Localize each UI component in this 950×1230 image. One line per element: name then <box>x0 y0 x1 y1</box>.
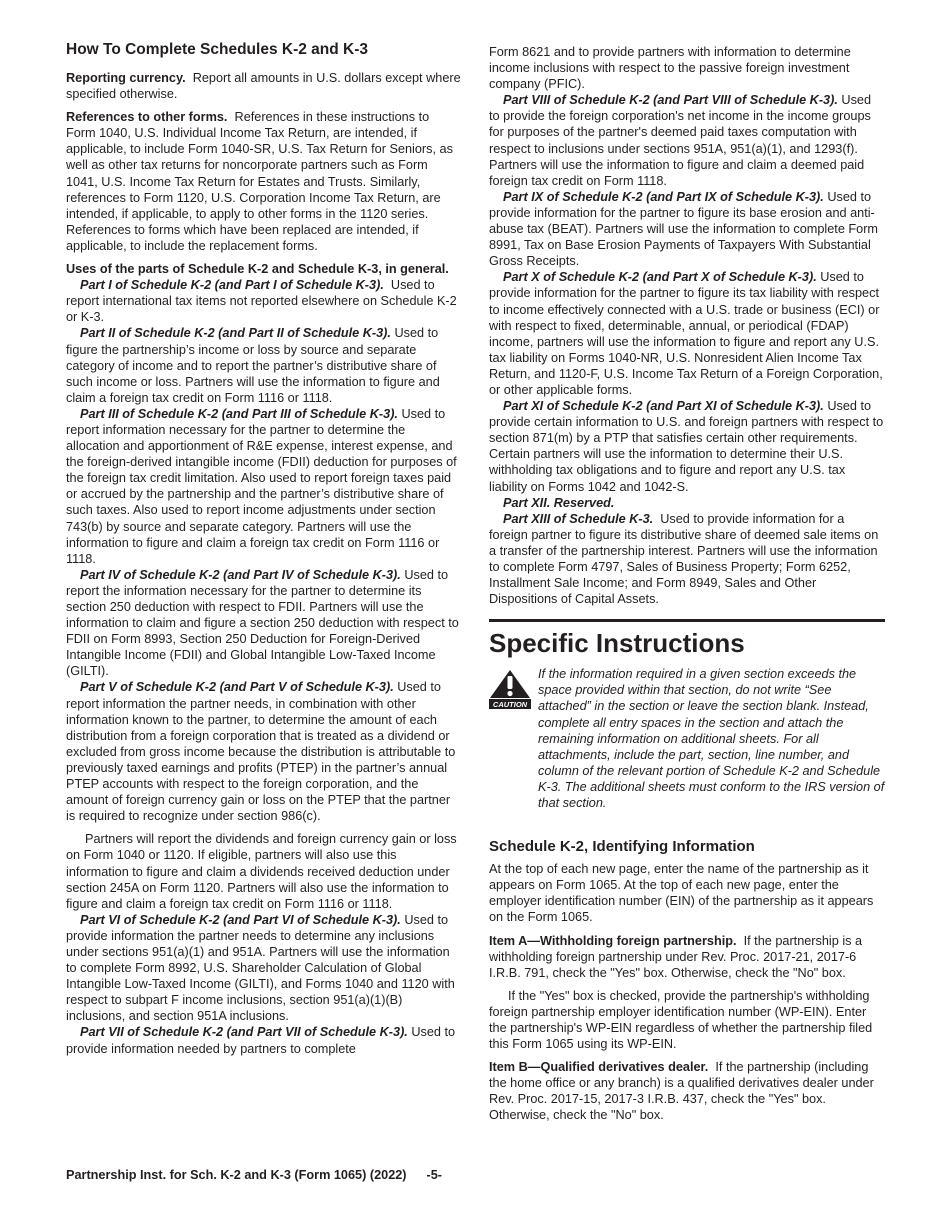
body-text: Used to report information the partner needs, in combination with other information known to the partner, to determine the amount of each distribution from a foreign corporation that is treated as a dividend or excluded from gross income because the distribution is attributable to previously taxed earnings and profits (PTEP) in the partner’s annual PTEP accounts with respect to the foreign corporation, and the amount of foreign currency gain or loss on the PTEP that the partner is required to recognize under section 986(c). <box>66 680 456 824</box>
section-divider <box>489 619 885 622</box>
lead-in: Part IV of Schedule K-2 (and Part IV of Schedule K-3). <box>80 567 401 582</box>
schedule-k2-paragraph: At the top of each new page, enter the name of the partnership as it appears on Form 1065. At the top of each new page, enter the employer identification number (EIN) of the partnership as it appears on the Form 1065. <box>489 862 874 925</box>
part-12-paragraph <box>489 495 885 511</box>
body-text: Used to report information necessary for the partner to determine the allocation and apportionment of R&E expense, interest expense, and the foreign-derived intangible income (FDII) deduction for purposes of the foreign tax credit limitation. Also used to report foreign taxes paid or accrued by the partnership and the partner’s distributive share of such taxes. Also used to report income adjustments under section 743(b) by source and separate category. Partners will use the information to figure and claim a foreign tax credit on Form 1116 or 1118. <box>66 406 457 566</box>
part-5-paragraph <box>66 679 462 824</box>
body-text: Used to provide information for the partner to figure its tax liability with respect to income effectively connected with a U.S. trade or business (ECI) or with respect to fixed, determinable, annual, or periodical (FDAP) income, partners will use the information to figure and report any U.S. tax liability on Forms 1040-NR, U.S. Nonresident Alien Income Tax Return, and 1120-F, U.S. Income Tax Return of a Foreign Corporation, or other applicable forms. <box>489 270 883 397</box>
body-text: Used to provide the foreign corporation's net income in the income groups for purposes of the partner's deemed paid taxes computation with respect to inclusions under sections 951A, 951(a)(1), and 1293(f). Partners will use the information to figure and claim a deemed paid foreign tax credit on Form 1118. <box>489 93 872 188</box>
body-text: Report all amounts in U.S. dollars except where specified otherwise. <box>66 71 461 102</box>
body-text: Used to report international tax items not reported elsewhere on Schedule K-2 or K-3. <box>66 278 457 325</box>
part-9-paragraph <box>489 189 885 269</box>
lead-in: Part I of Schedule K-2 (and Part I of Schedule K-3). <box>80 278 384 293</box>
part-3-paragraph <box>66 406 462 567</box>
lead-in: References to other forms. <box>66 110 228 125</box>
lead-in: Part IX of Schedule K-2 (and Part IX of Schedule K-3). <box>503 189 824 204</box>
part-4-paragraph <box>66 567 462 680</box>
lead-in: Part III of Schedule K-2 (and Part III of Schedule K-3). <box>80 406 398 421</box>
body-text: If the partnership is a withholding foreign partnership under Rev. Proc. 2017-21, 2017-6 I.R.B. 791, check the "Yes" box. Otherwise, check the "No" box. <box>489 933 863 980</box>
part-1-paragraph <box>66 277 462 325</box>
item-a-paragraph <box>489 933 885 981</box>
lead-in: Item A—Withholding foreign partnership. <box>489 933 737 948</box>
lead-in: Part II of Schedule K-2 (and Part II of Schedule K-3). <box>80 326 391 341</box>
part-11-paragraph <box>489 398 885 495</box>
part-8-paragraph <box>489 92 885 189</box>
lead-in: Part X of Schedule K-2 (and Part X of Schedule K-3). <box>503 270 817 285</box>
specific-instructions-heading: Specific Instructions <box>489 628 745 659</box>
body-text: Used to provide information needed by partners to complete <box>66 1025 456 1056</box>
part-7-paragraph <box>66 1024 462 1056</box>
left-column <box>66 40 462 1057</box>
lead-in: Part V of Schedule K-2 (and Part V of Schedule K-3). <box>80 680 394 695</box>
caution-note <box>489 666 885 811</box>
body-text: Used to provide information the partner needs to determine any inclusions under sections 951(a)(1) and 951A. Partners will use the information to complete Form 8992, U.S. Shareholder Calculation of Global Intangible Low-Taxed Income (GILTI), and Forms 1040 and 1120 with respect to subpart F income inclusions, section 951(a)(1)(B) inclusions, and section 951A inclusions. <box>66 912 455 1024</box>
section-heading: How To Complete Schedules K-2 and K-3 <box>66 41 369 58</box>
schedule-k2-heading: Schedule K-2, Identifying Information <box>489 838 755 856</box>
lead-in: Part VI of Schedule K-2 (and Part VI of Schedule K-3). <box>80 912 401 927</box>
uses-heading: Uses of the parts of Schedule K-2 and Schedule K-3, in general. <box>66 262 449 277</box>
lead-in: Part VIII of Schedule K-2 (and Part VIII of Schedule K-3). <box>503 93 838 108</box>
part-13-paragraph <box>489 511 885 608</box>
item-b-paragraph <box>489 1059 885 1123</box>
body-text: References in these instructions to Form 1040, U.S. Individual Income Tax Return, are intended, if applicable, to include Form 1040-SR, U.S. Tax Return for Seniors, as well as other tax returns for noncorporate partners such as Form 1041, U.S. Income Tax Return for Estates and Trusts. Similarly, references to Form 1120, U.S. Corporation Income Tax Return, are intended, if applicable, to apply to other forms in the 1120 series. References to forms which have been replaced are intended, if applicable, to include the replacement forms. <box>66 110 453 253</box>
item-a-continuation: If the "Yes" box is checked, provide the partnership's withholding foreign partnership employer identification number (WP-EIN). Enter the partnership's WP-EIN regardless of whether the partnership filed this Form 1065 using its WP-EIN. <box>489 988 873 1052</box>
lead-in: Reporting currency. <box>66 71 186 85</box>
lead-in: Item B—Qualified derivatives dealer. <box>489 1060 709 1075</box>
part-7-continuation: Form 8621 and to provide partners with information to determine income inclusions with respect to the passive foreign investment company (PFIC). <box>489 45 851 92</box>
body-text: Used to provide information for the partner to figure its base erosion and anti-abuse tax (BEAT). Partners will use the information to complete Form 8991, Tax on Base Erosion Payments of Taxpayers With Substantial Gross Receipts. <box>489 189 878 269</box>
right-column <box>489 44 885 1124</box>
caution-label: CAUTION <box>492 700 528 710</box>
body-text: If the partnership (including the home office or any branch) is a qualified derivatives dealer under Rev. Proc. 2017-15, 2017-3 I.R.B. 437, check the "Yes" box. Otherwise, check the "No" box. <box>489 1060 874 1123</box>
caution-icon <box>489 669 531 709</box>
page-number: -5- <box>426 1168 443 1182</box>
body-text: Used to report the information necessary for the partner to determine its section 250 deduction with respect to FDII. Partners will use the information to claim and figure a section 250 deduction with respect to FDII on Form 8993, Section 250 Deduction for Foreign-Derived Intangible Income (FDII) and Global Intangible Low-Taxed Income (GILTI). <box>66 567 459 679</box>
page-footer <box>66 1168 442 1182</box>
body-text: Used to provide certain information to U.S. and foreign partners with respect to section 871(m) by a PTP that satisfies certain other requirements. Certain partners will use the information to determine their U.S. withholding tax obligations and to figure and report any U.S. tax liability on Forms 1042 and 1042-S. <box>489 399 884 494</box>
part-6-paragraph <box>66 912 462 1025</box>
body-text: Used to figure the partnership’s income or loss by source and separate category of income and to report the partner’s distributive share of such income or loss. Partners will use the information to figure and claim a foreign tax credit on Form 1116 or 1118. <box>66 326 440 405</box>
paragraph-reporting-currency <box>66 70 462 102</box>
paragraph-references <box>66 109 462 254</box>
lead-in: Part XIII of Schedule K-3. <box>503 511 654 526</box>
part-5-continuation: Partners will report the dividends and foreign currency gain or loss on Form 1040 or 1120. If eligible, partners will also use this information to figure and claim a dividends received deduction under section 245A on Form 1120. Partners will also use the information to figure and claim a foreign tax credit on Form 1116 or 1118. <box>66 832 457 911</box>
caution-text: If the information required in a given section exceeds the space provided within that section, do not write “See attached” in the section or leave the section blank. Instead, complete all entry spaces in the section and attach the remaining information on additional sheets. For all attachments, include the part, section, line number, and column of the relevant portion of Schedule K-2 and Schedule K-3. The additional sheets must conform to the IRS version of that section. <box>538 667 885 811</box>
body-text: Used to provide information for a foreign partner to figure its distributive share of deemed sale items on a transfer of the partnership interest. Partners will use the information to complete Form 4797, Sales of Business Property; Form 6252, Installment Sale Income; and Form 8949, Sales and Other Dispositions of Capital Assets. <box>489 511 879 607</box>
lead-in: Part VII of Schedule K-2 (and Part VII of Schedule K-3). <box>80 1025 408 1040</box>
lead-in: Part XII. Reserved. <box>503 495 615 510</box>
part-10-paragraph <box>489 269 885 398</box>
footer-title: Partnership Inst. for Sch. K-2 and K-3 (Form 1065) (2022) <box>66 1168 407 1182</box>
lead-in: Part XI of Schedule K-2 (and Part XI of Schedule K-3). <box>503 399 824 414</box>
part-2-paragraph <box>66 325 462 405</box>
